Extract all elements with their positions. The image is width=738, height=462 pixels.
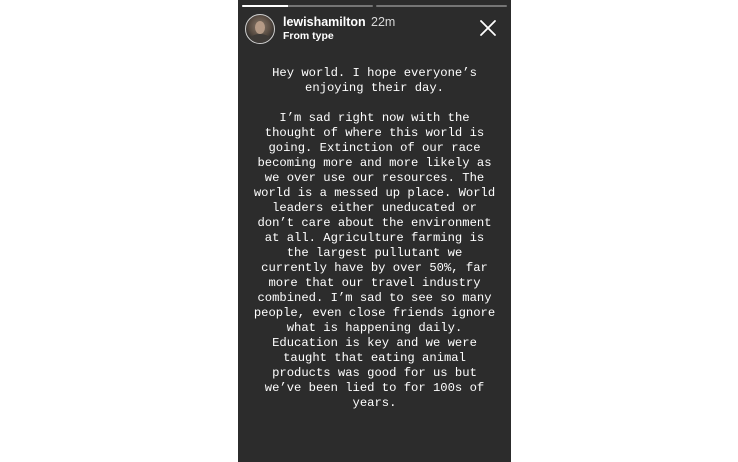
- story-viewer[interactable]: [238, 0, 511, 462]
- close-icon[interactable]: [479, 19, 497, 37]
- avatar[interactable]: [245, 14, 275, 44]
- story-paragraph-2: I’m sad right now with the thought of where this world is going. Extinction of our race becoming more and more likely as we over use our resources. The world is a messed up place. World leaders either uneducated or don’t care about the environment at all. Agriculture farming is the largest pullutant we currently have by over 50%, far more that our travel industry combined. I’m sad to see so many people, even close friends ignore what is happening daily. Education is key and we were taught that eating animal products was good for us but we’ve been lied to for 100s of years.: [253, 111, 496, 410]
- post-time: 22m: [371, 15, 396, 29]
- progress-segment-2: [376, 5, 507, 7]
- progress-fill-1: [242, 5, 288, 7]
- username[interactable]: lewishamilton: [283, 15, 366, 29]
- story-paragraph-1: Hey world. I hope everyone’s enjoying their day.: [272, 66, 477, 95]
- avatar-face: [255, 21, 265, 34]
- story-progress-bar: [242, 5, 507, 7]
- avatar-shoulders: [249, 34, 271, 44]
- story-header: [245, 13, 505, 45]
- progress-segment-1: [242, 5, 373, 7]
- story-text: [252, 66, 497, 426]
- story-subtitle[interactable]: From type: [283, 30, 334, 42]
